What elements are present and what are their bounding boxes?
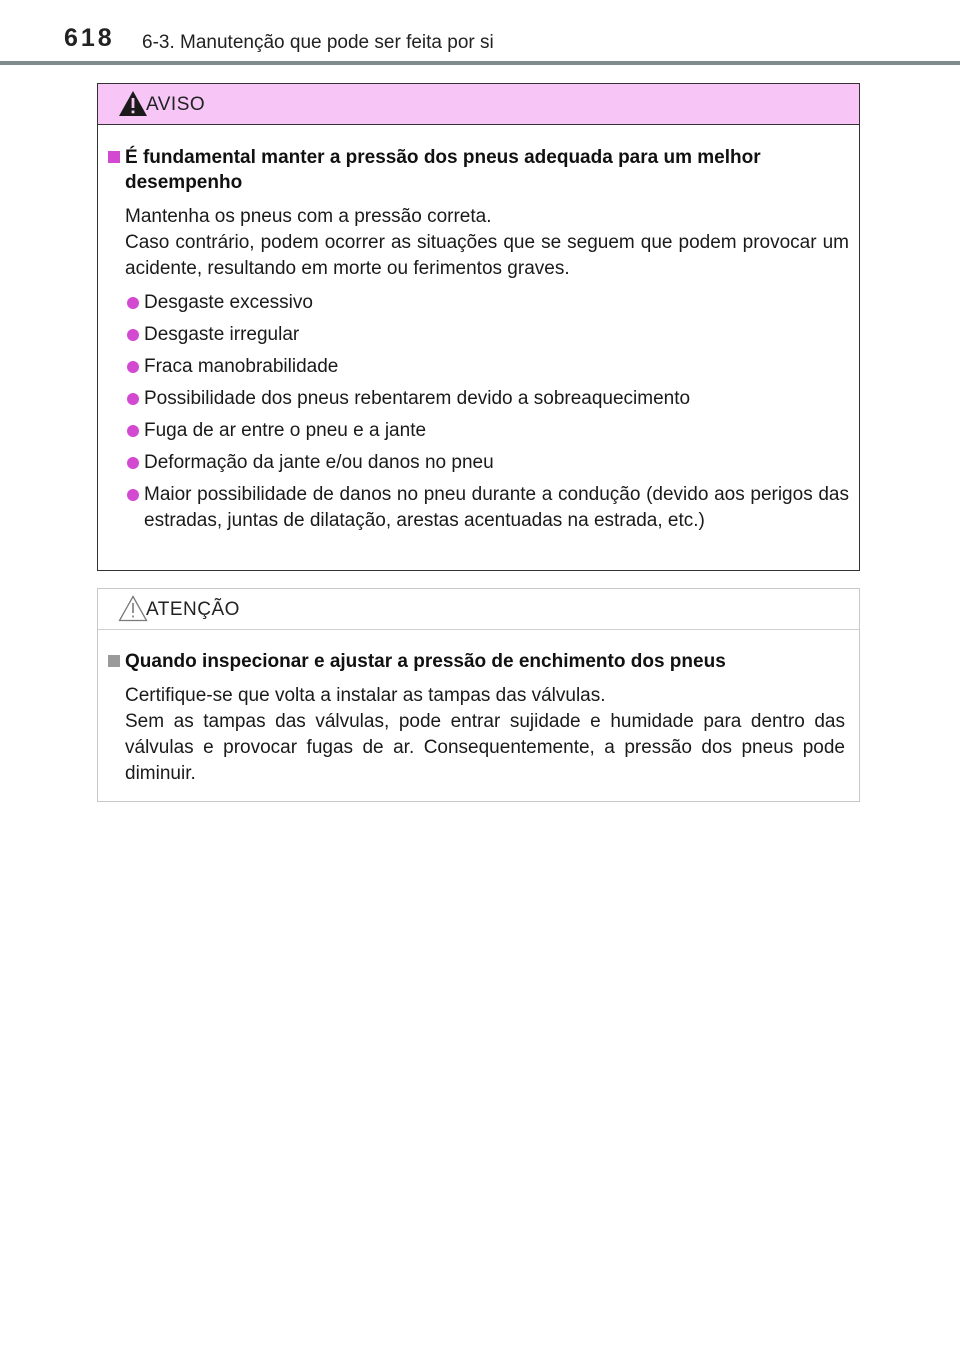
warning-bullet-list: [108, 290, 849, 534]
square-bullet-icon: [108, 151, 120, 163]
circle-bullet-icon: [127, 457, 139, 469]
caution-box: [97, 588, 860, 802]
warning-paragraph: Mantenha os pneus com a pressão correta.: [125, 206, 492, 227]
warning-box-body: [98, 145, 859, 534]
warning-paragraph: Caso contrário, podem ocorrer as situações que se seguem que podem provocar um acidente, resultando em morte ou ferimentos graves.: [125, 232, 849, 279]
caution-paragraph: Sem as tampas das válvulas, pode entrar sujidade e humidade para dentro das válvulas e provocar fugas de ar. Consequentemente, a pressão dos pneus pode diminuir.: [125, 711, 845, 784]
circle-bullet-icon: [127, 329, 139, 341]
circle-bullet-icon: [127, 361, 139, 373]
square-bullet-icon: [108, 655, 120, 667]
circle-bullet-icon: [127, 393, 139, 405]
list-item-text: Fraca manobrabilidade: [144, 356, 339, 377]
warning-triangle-filled-icon: [118, 90, 148, 117]
page-header: [0, 0, 960, 66]
page-number: 618: [64, 24, 115, 52]
list-item: [108, 482, 849, 534]
section-title: 6-3. Manutenção que pode ser feita por si: [142, 32, 494, 53]
warning-label: AVISO: [146, 94, 206, 115]
list-item-text: Maior possibilidade de danos no pneu durante a condução (devido aos perigos das estradas, juntas de dilatação, arestas acentuadas na estrada, etc.): [144, 484, 849, 531]
list-item-text: Deformação da jante e/ou danos no pneu: [144, 452, 494, 473]
list-item-text: Fuga de ar entre o pneu e a jante: [144, 420, 427, 441]
warning-subhead-text: É fundamental manter a pressão dos pneus adequada para um melhor desempenho: [125, 147, 761, 193]
warning-triangle-outline-icon: [118, 595, 148, 622]
list-item-text: Desgaste excessivo: [144, 292, 313, 313]
caution-subhead-text: Quando inspecionar e ajustar a pressão de enchimento dos pneus: [125, 651, 726, 672]
list-item-text: Desgaste irregular: [144, 324, 300, 345]
list-item: [108, 386, 849, 412]
header-rule: [0, 61, 960, 65]
caution-paragraph: Certifique-se que volta a instalar as tampas das válvulas.: [125, 685, 606, 706]
list-item: [108, 354, 849, 380]
circle-bullet-icon: [127, 425, 139, 437]
list-item: [108, 450, 849, 476]
list-item-text: Possibilidade dos pneus rebentarem devido a sobreaquecimento: [144, 388, 691, 409]
circle-bullet-icon: [127, 489, 139, 501]
list-item: [108, 290, 849, 316]
list-item: [108, 322, 849, 348]
caution-box-header: [98, 589, 859, 630]
circle-bullet-icon: [127, 297, 139, 309]
list-item: [108, 418, 849, 444]
warning-box: [97, 83, 860, 571]
warning-subhead: [108, 145, 849, 195]
caution-subhead: [108, 649, 851, 674]
warning-box-header: [98, 84, 859, 125]
caution-box-body: [98, 649, 859, 787]
caution-label: ATENÇÃO: [146, 599, 240, 620]
